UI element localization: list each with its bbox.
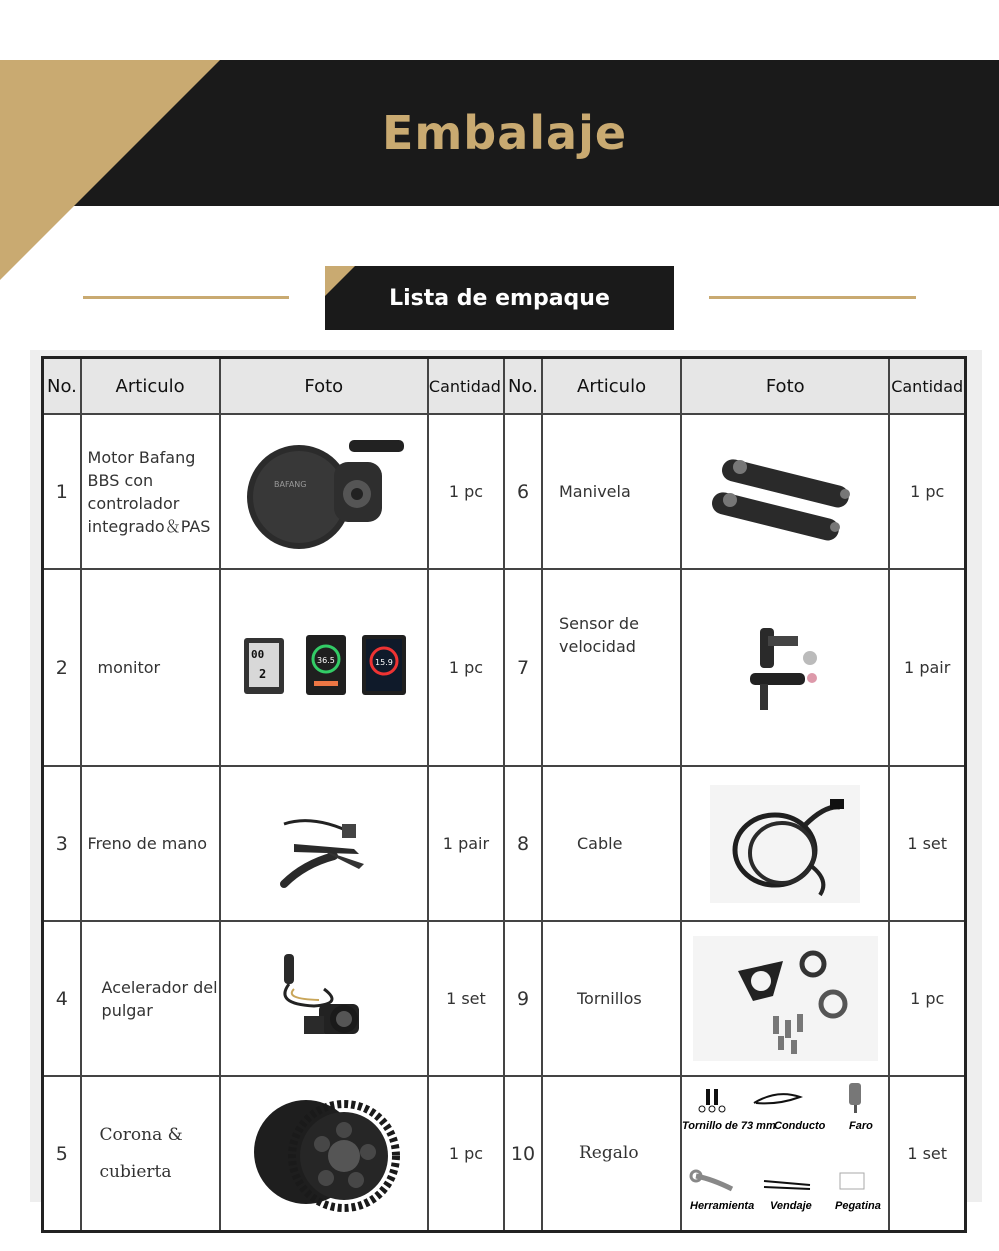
item-name: Tornillos — [542, 921, 681, 1076]
item-quantity: 1 pc — [428, 414, 504, 569]
chainring-icon — [244, 1094, 404, 1214]
item-number: 4 — [43, 921, 81, 1076]
gift-label: Tornillo de 73 mm — [682, 1120, 776, 1132]
header-articulo: Articulo — [542, 358, 681, 415]
gift-label: Faro — [849, 1120, 874, 1132]
display-readout: 2 — [258, 666, 267, 681]
speed-sensor-icon — [730, 618, 840, 718]
item-name: Corona & cubierta — [81, 1076, 220, 1232]
item-quantity: 1 set — [428, 921, 504, 1076]
item-number: 3 — [43, 766, 81, 921]
header-cantidad: Cantidad — [428, 358, 504, 415]
section-title: Lista de empaque — [325, 266, 674, 330]
item-quantity: 1 pc — [889, 921, 965, 1076]
item-quantity: 1 pair — [889, 569, 965, 766]
item-quantity: 1 pc — [428, 569, 504, 766]
display-readout: 15.9 — [374, 657, 393, 667]
item-photo — [220, 414, 428, 569]
item-name: Sensor de velocidad — [542, 569, 681, 766]
item-name: Freno de mano — [81, 766, 220, 921]
item-number: 5 — [43, 1076, 81, 1232]
item-photo — [681, 766, 889, 921]
thumb-throttle-icon — [264, 944, 384, 1054]
item-number: 8 — [504, 766, 542, 921]
display-readout: 00 — [250, 647, 265, 661]
table-row — [43, 766, 966, 921]
item-quantity: 1 set — [889, 766, 965, 921]
table-row — [43, 569, 966, 766]
item-number: 9 — [504, 921, 542, 1076]
table-row — [43, 1076, 966, 1232]
item-photo — [220, 921, 428, 1076]
item-name: Manivela — [542, 414, 681, 569]
hand-brake-icon — [264, 794, 384, 894]
item-number: 2 — [43, 569, 81, 766]
gift-label: Conducto — [774, 1120, 826, 1132]
gift-set-icon — [682, 1081, 888, 1226]
item-photo — [220, 766, 428, 921]
item-quantity: 1 pc — [428, 1076, 504, 1232]
screws-icon — [693, 936, 878, 1061]
item-name: Acelerador del pulgar — [81, 921, 220, 1076]
header-no: No. — [43, 358, 81, 415]
header-cantidad: Cantidad — [889, 358, 965, 415]
page-title: Embalaje — [381, 106, 628, 160]
item-quantity: 1 pc — [889, 414, 965, 569]
item-photo — [681, 569, 889, 766]
svg-text:BAFANG: BAFANG — [273, 479, 307, 489]
item-name: Regalo — [542, 1076, 681, 1232]
gift-label: Herramienta — [690, 1200, 755, 1212]
table-header-row — [43, 358, 966, 415]
item-name: Cable — [542, 766, 681, 921]
item-quantity: 1 set — [889, 1076, 965, 1232]
table-row — [43, 414, 966, 569]
display-readout: 36.5 — [316, 655, 335, 665]
item-photo — [220, 569, 428, 766]
item-number: 1 — [43, 414, 81, 569]
item-photo — [681, 921, 889, 1076]
item-name: Motor Bafang BBS con controlador integrado＆PAS — [81, 414, 220, 569]
header-foto: Foto — [681, 358, 889, 415]
divider-left — [83, 296, 289, 299]
item-quantity: 1 pair — [428, 766, 504, 921]
header-articulo: Articulo — [81, 358, 220, 415]
item-photo — [681, 414, 889, 569]
header-foto: Foto — [220, 358, 428, 415]
item-photo — [220, 1076, 428, 1232]
table-row — [43, 921, 966, 1076]
item-number: 6 — [504, 414, 542, 569]
item-number: 10 — [504, 1076, 542, 1232]
divider-right — [709, 296, 916, 299]
display-monitors-icon — [234, 633, 414, 703]
mid-drive-motor-icon — [239, 432, 409, 552]
gift-label: Vendaje — [770, 1200, 813, 1212]
gift-label: Pegatina — [835, 1200, 882, 1212]
crank-arms-icon — [705, 442, 865, 542]
item-number: 7 — [504, 569, 542, 766]
item-name: monitor — [81, 569, 220, 766]
packing-list-table — [41, 356, 967, 1233]
item-photo — [681, 1076, 889, 1232]
header-no: No. — [504, 358, 542, 415]
cable-icon — [710, 785, 860, 903]
